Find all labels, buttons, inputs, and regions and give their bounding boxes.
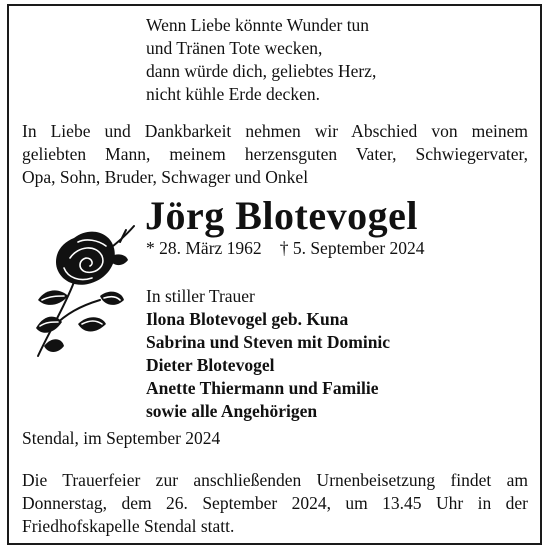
rose-icon (30, 218, 138, 360)
life-dates (146, 238, 425, 259)
farewell-line: In Liebe und Dankbarkeit nehmen wir Abschied von meinem (22, 121, 528, 141)
mourners-list (146, 285, 390, 423)
deceased-name: Jörg Blotevogel (145, 193, 418, 238)
farewell-line: geliebten Mann, meinem herzensguten Vater, Schwiegervater, (22, 144, 528, 164)
poem-line: und Tränen Tote wecken, (146, 38, 323, 58)
mourner-name: sowie alle Angehörigen (146, 401, 318, 421)
mourner-name: Sabrina und Steven mit Dominic (146, 332, 391, 352)
poem-line: nicht kühle Erde decken. (146, 84, 320, 104)
place-date: Stendal, im September 2024 (22, 428, 221, 448)
mourners-heading: In stiller Trauer (146, 286, 255, 306)
poem (146, 14, 376, 106)
poem-line: dann würde dich, geliebtes Herz, (146, 61, 377, 81)
farewell-text (22, 120, 528, 189)
farewell-line: Opa, Sohn, Bruder, Schwager und Onkel (22, 167, 309, 187)
mourner-name: Dieter Blotevogel (146, 355, 275, 375)
funeral-line: Friedhofskapelle Stendal statt. (22, 516, 235, 536)
poem-line: Wenn Liebe könnte Wunder tun (146, 15, 370, 35)
birth-date: * 28. März 1962 (146, 238, 262, 258)
death-date: † 5. September 2024 (279, 238, 425, 258)
funeral-line: Die Trauerfeier zur anschließenden Urnenbeisetzung findet am (22, 470, 528, 490)
mourner-name: Ilona Blotevogel geb. Kuna (146, 309, 349, 329)
mourner-name: Anette Thiermann und Familie (146, 378, 379, 398)
funeral-line: Donnerstag, dem 26. September 2024, um 13.45 Uhr in der (22, 493, 528, 513)
funeral-info (22, 469, 528, 538)
